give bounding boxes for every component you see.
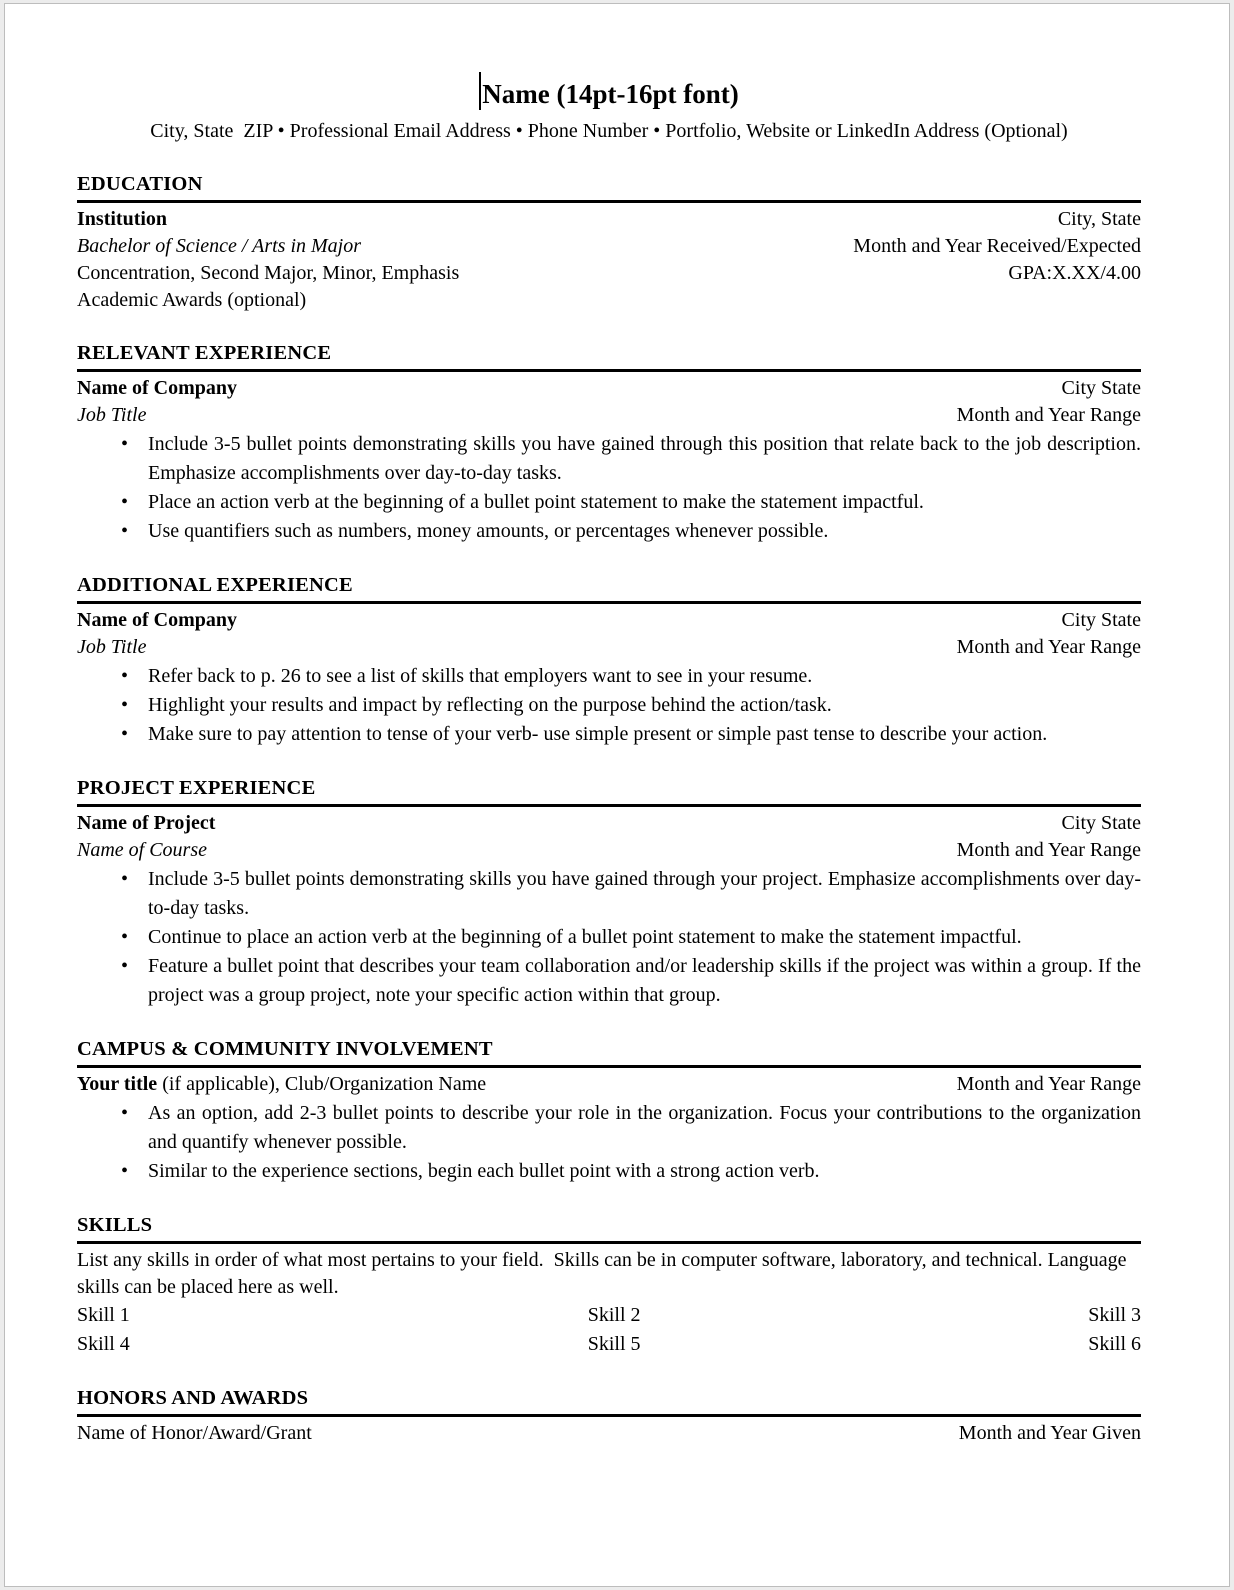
campus-involvement-row-1 [77,1071,1141,1098]
date-range: Month and Year Range [956,636,1141,658]
honor-name: Name of Honor/Award/Grant [77,1422,312,1444]
project-experience-bullets [77,865,1141,1010]
academic-awards: Academic Awards (optional) [77,289,307,311]
project-experience-row-2 [77,837,1141,864]
project-name: Name of Project [77,812,216,834]
honors-heading: HONORS AND AWARDS [77,1386,1141,1417]
degree: Bachelor of Science / Arts in Major [77,235,362,257]
skills-row-1 [77,1301,1141,1330]
bullet-item: • Place an action verb at the beginning of a bullet point statement to make the statement impactful. [77,488,1141,517]
member-title [77,1071,486,1098]
company-city-state: City State [1061,377,1141,399]
project-experience-row-1 [77,810,1141,837]
education-date: Month and Year Received/Expected [853,235,1141,257]
bullet-item: • Feature a bullet point that describes your team collaboration and/or leadership skills if the project was within a group. If the project was a group project, note your specific action within that group. [77,952,1141,1010]
bullet-item: • Refer back to p. 26 to see a list of skills that employers want to see in your resume. [77,662,1141,691]
skill-item: Skill 1 [77,1304,130,1326]
project-city-state: City State [1061,812,1141,834]
honor-date: Month and Year Given [958,1422,1141,1444]
text-caret [479,72,481,110]
bullet-item: • Use quantifiers such as numbers, money amounts, or percentages whenever possible. [77,517,1141,546]
job-title: Job Title [77,404,147,426]
additional-experience-row-2 [77,634,1141,661]
section-skills [77,1213,1141,1359]
bullet-item: • As an option, add 2-3 bullet points to describe your role in the organization. Focus your contributions to the organization and quantify whenever possible. [77,1099,1141,1157]
bullet-item: • Make sure to pay attention to tense of your verb- use simple present or simple past tense to describe your action. [77,720,1141,749]
section-project-experience [77,776,1141,1010]
section-honors [77,1386,1141,1447]
skills-heading: SKILLS [77,1213,1141,1244]
additional-experience-heading: ADDITIONAL EXPERIENCE [77,573,1141,604]
campus-involvement-heading: CAMPUS & COMMUNITY INVOLVEMENT [77,1037,1141,1068]
gpa: GPA:X.XX/4.00 [1008,262,1141,284]
bullet-item: • Continue to place an action verb at the beginning of a bullet point statement to make the statement impactful. [77,923,1141,952]
date-range: Month and Year Range [956,839,1141,861]
resume-page[interactable] [4,3,1230,1587]
relevant-experience-row-1 [77,375,1141,402]
date-range: Month and Year Range [956,1073,1141,1095]
additional-experience-bullets [77,662,1141,749]
member-title-prefix: Your title [77,1073,158,1095]
section-additional-experience [77,573,1141,749]
education-row-4 [77,287,1141,314]
company-name: Name of Company [77,609,237,631]
company-name: Name of Company [77,377,237,399]
skills-description: List any skills in order of what most pertains to your field. Skills can be in computer software, laboratory, and technical. Language skills can be placed here as well. [77,1249,1132,1298]
education-row-1 [77,206,1141,233]
section-education [77,172,1141,314]
section-relevant-experience [77,341,1141,546]
header [77,72,1141,112]
additional-experience-row-1 [77,607,1141,634]
skill-item: Skill 3 [1088,1304,1141,1326]
bullet-item: • Include 3-5 bullet points demonstrating skills you have gained through your project. Emphasize accomplishments over day-to-day tasks. [77,865,1141,923]
skills-row-2 [77,1330,1141,1359]
section-campus-involvement [77,1037,1141,1186]
course-name: Name of Course [77,839,207,861]
skill-item: Skill 2 [587,1304,641,1326]
job-title: Job Title [77,636,147,658]
skill-item: Skill 4 [77,1333,130,1355]
relevant-experience-row-2 [77,402,1141,429]
education-city-state: City, State [1057,208,1141,230]
education-heading: EDUCATION [77,172,1141,203]
education-row-3 [77,260,1141,287]
contact-line: City, State ZIP • Professional Email Address • Phone Number • Portfolio, Website or LinkedIn Address (Optional) [150,120,1068,142]
skill-item: Skill 6 [1088,1333,1141,1355]
campus-involvement-bullets [77,1099,1141,1186]
relevant-experience-heading: RELEVANT EXPERIENCE [77,341,1141,372]
bullet-item: • Highlight your results and impact by reflecting on the purpose behind the action/task. [77,691,1141,720]
page-title: Name (14pt-16pt font) [482,79,739,109]
concentration: Concentration, Second Major, Minor, Emphasis [77,262,460,284]
education-row-2 [77,233,1141,260]
honors-row-1 [77,1420,1141,1447]
bullet-item: • Include 3-5 bullet points demonstrating skills you have gained through this position that relate back to the job description. Emphasize accomplishments over day-to-day tasks. [77,430,1141,488]
bullet-item: • Similar to the experience sections, begin each bullet point with a strong action verb. [77,1157,1141,1186]
member-title-rest: (if applicable), Club/Organization Name [157,1073,487,1095]
institution-name: Institution [77,208,168,230]
project-experience-heading: PROJECT EXPERIENCE [77,776,1141,807]
date-range: Month and Year Range [956,404,1141,426]
relevant-experience-bullets [77,430,1141,546]
company-city-state: City State [1061,609,1141,631]
skill-item: Skill 5 [587,1333,641,1355]
